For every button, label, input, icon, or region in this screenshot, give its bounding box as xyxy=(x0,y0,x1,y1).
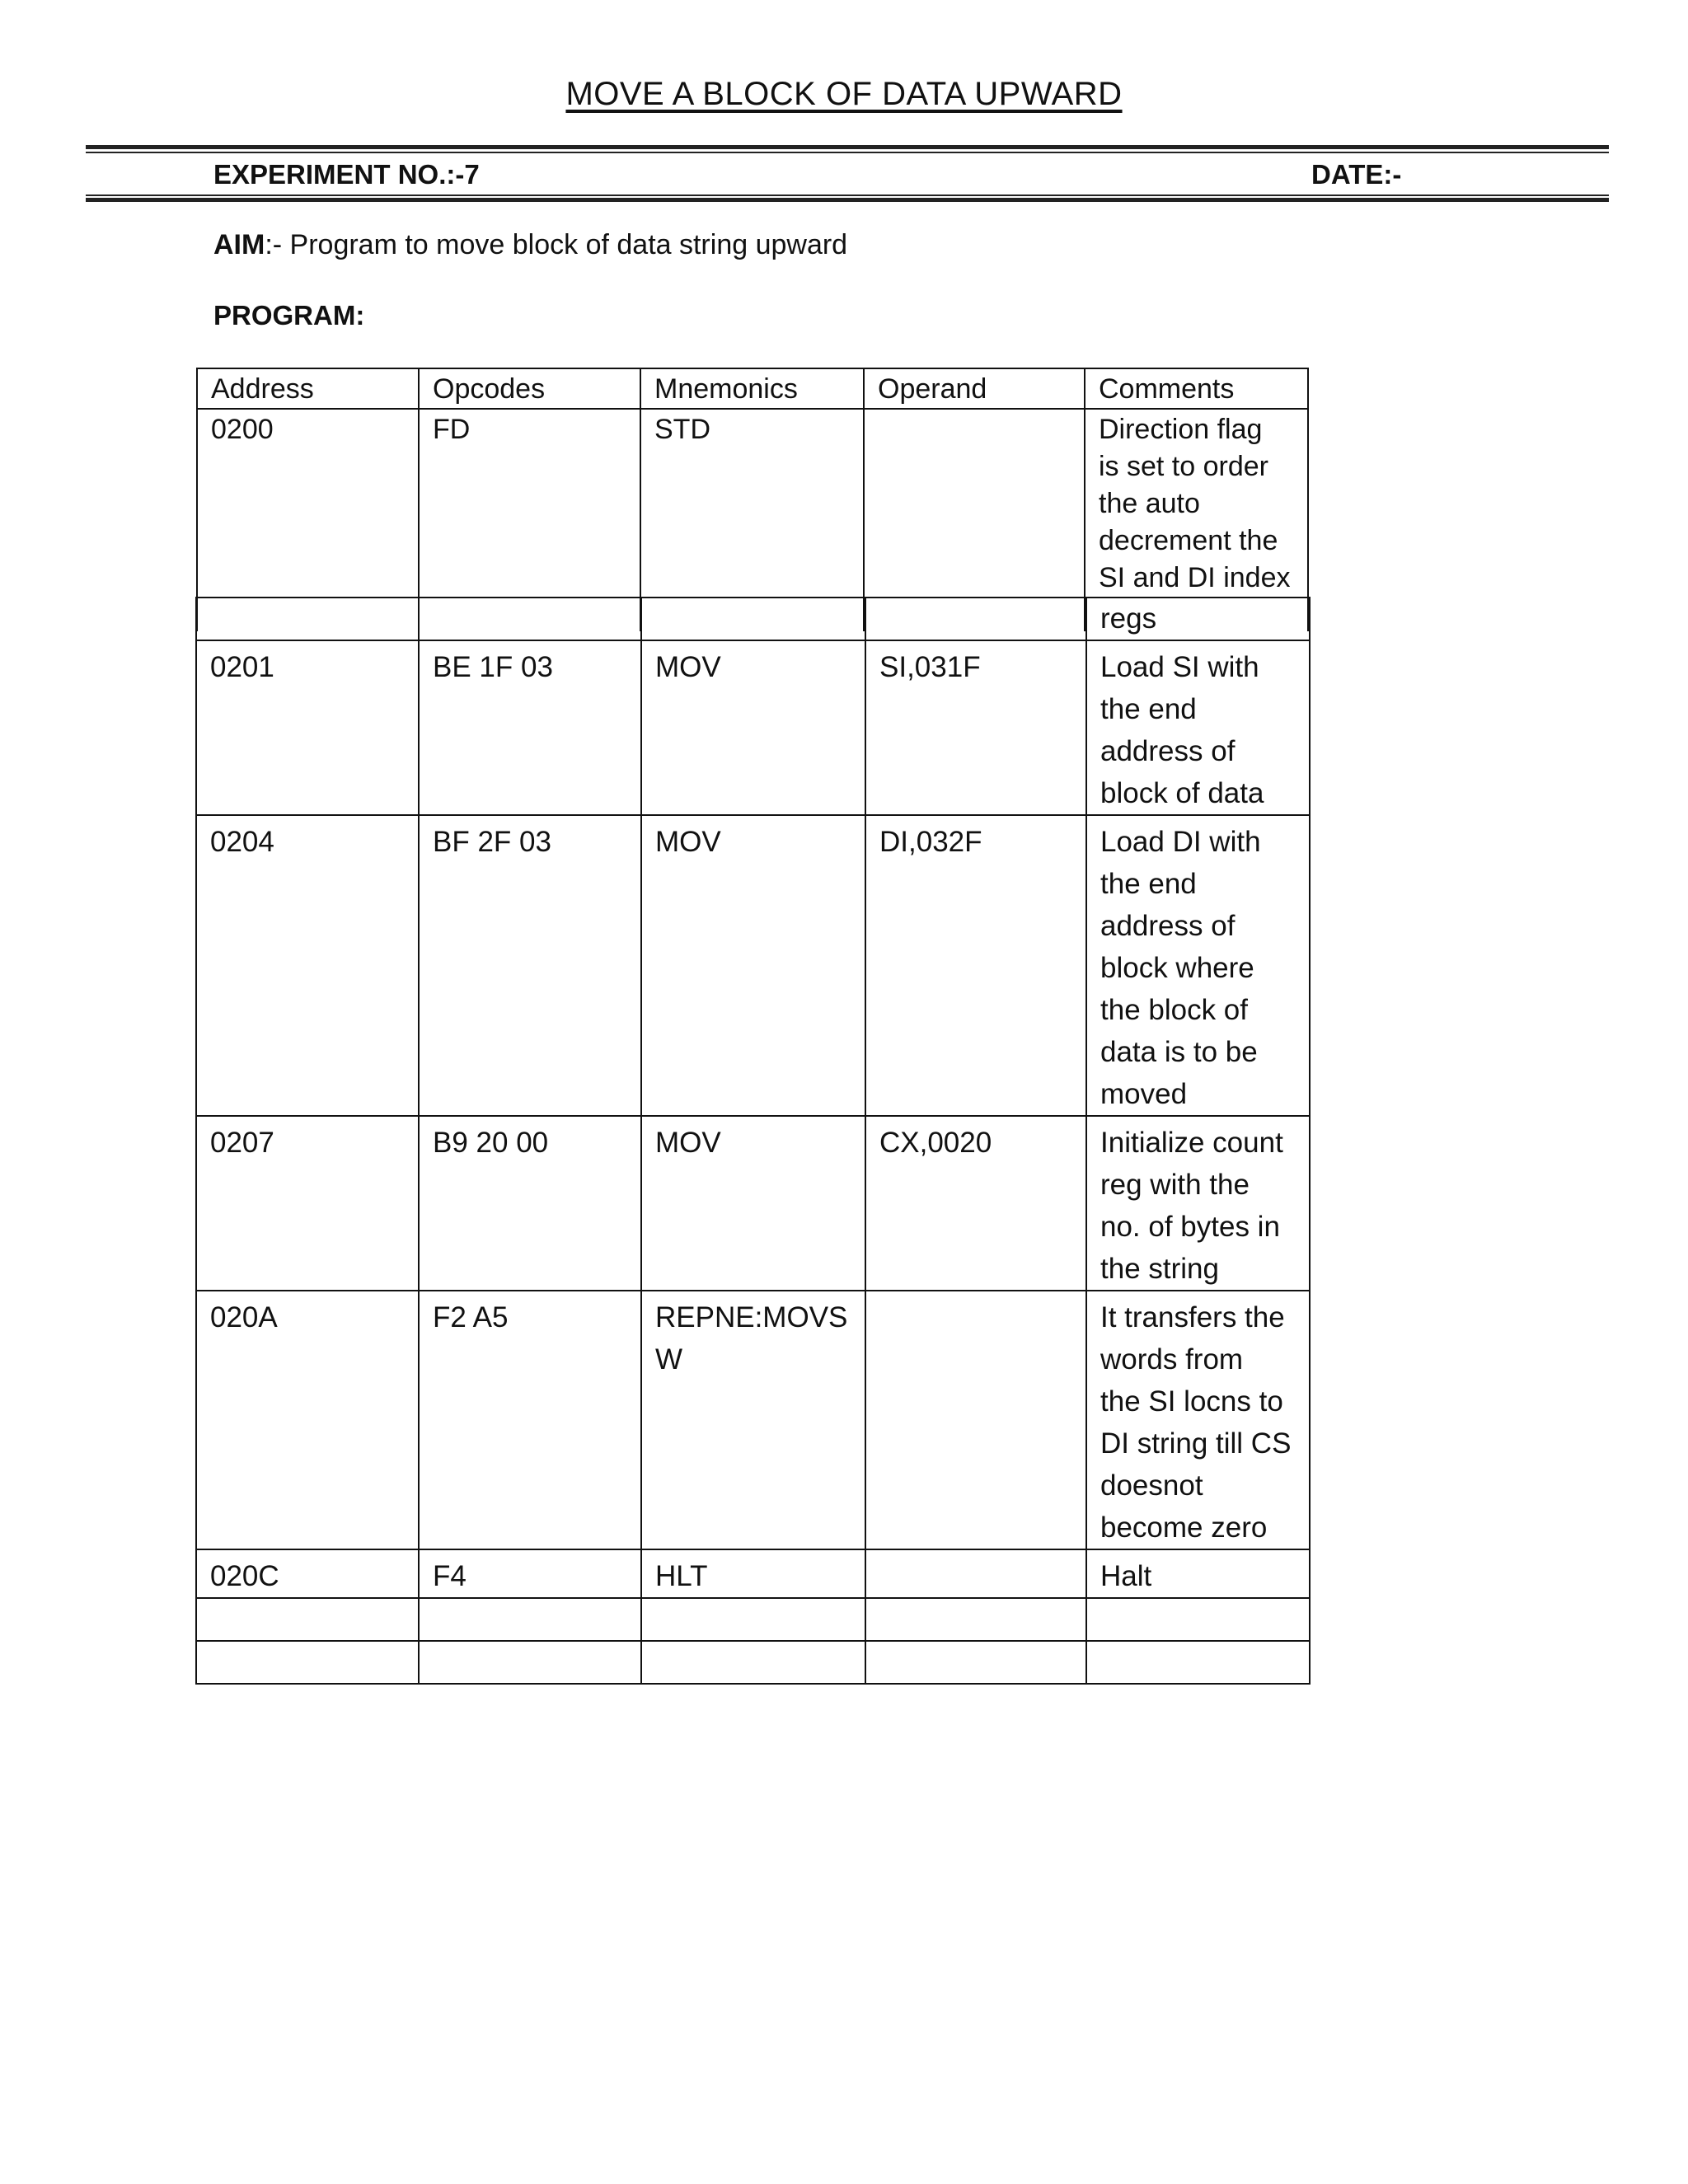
cell-operand xyxy=(865,1549,1086,1598)
program-table-bottom xyxy=(195,597,1311,1685)
cell-mnemonic: HLT xyxy=(641,1549,865,1598)
table-row xyxy=(196,640,1310,815)
table-row xyxy=(196,1598,1310,1641)
cell-comment: regs xyxy=(1086,598,1310,640)
header-address: Address xyxy=(197,368,419,409)
cell-comment: It transfers the words from the SI locns to DI string till CS doesnot become zero xyxy=(1086,1291,1310,1549)
cell-opcode: BF 2F 03 xyxy=(419,815,641,1116)
cell-operand: CX,0020 xyxy=(865,1116,1086,1291)
cell-operand: DI,032F xyxy=(865,815,1086,1116)
cell-comment: Load DI with the end address of block where the block of data is to be moved xyxy=(1086,815,1310,1116)
cell-mnemonic xyxy=(641,598,865,640)
program-table-top xyxy=(196,368,1309,631)
cell-address xyxy=(196,1641,419,1684)
cell-address: 0204 xyxy=(196,815,419,1116)
experiment-number: EXPERIMENT NO.:-7 xyxy=(213,159,480,190)
cell-opcode xyxy=(419,1641,641,1684)
cell-comment xyxy=(1086,1598,1310,1641)
cell-mnemonic xyxy=(641,1598,865,1641)
header-rule-bottom xyxy=(86,198,1609,202)
cell-address: 0200 xyxy=(197,409,419,631)
header-operand: Operand xyxy=(864,368,1085,409)
aim-line xyxy=(213,229,847,261)
cell-comment: Direction flag is set to order the auto decrement the SI and DI index xyxy=(1085,409,1308,631)
program-label: PROGRAM: xyxy=(213,300,365,330)
cell-opcode: FD xyxy=(419,409,640,631)
cell-opcode xyxy=(419,598,641,640)
cell-address: 0207 xyxy=(196,1116,419,1291)
table-header-row xyxy=(197,368,1308,409)
cell-opcode: F2 A5 xyxy=(419,1291,641,1549)
cell-comment xyxy=(1086,1641,1310,1684)
header-rule-top-thin xyxy=(86,152,1609,153)
table-row xyxy=(196,815,1310,1116)
cell-mnemonic: MOV xyxy=(641,815,865,1116)
table-row-continuation xyxy=(196,598,1310,640)
header-comments: Comments xyxy=(1085,368,1308,409)
cell-operand xyxy=(865,1641,1086,1684)
cell-opcode: F4 xyxy=(419,1549,641,1598)
page-title: MOVE A BLOCK OF DATA UPWARD xyxy=(565,76,1123,112)
cell-opcode: BE 1F 03 xyxy=(419,640,641,815)
cell-mnemonic: MOV xyxy=(641,640,865,815)
cell-comment: Initialize count reg with the no. of bytes in the string xyxy=(1086,1116,1310,1291)
table-row xyxy=(196,1291,1310,1549)
aim-text: :- Program to move block of data string upward xyxy=(265,229,848,260)
cell-opcode: B9 20 00 xyxy=(419,1116,641,1291)
cell-mnemonic: STD xyxy=(640,409,864,631)
header-rule-top xyxy=(86,145,1609,149)
cell-opcode xyxy=(419,1598,641,1641)
cell-comment: Load SI with the end address of block of data xyxy=(1086,640,1310,815)
cell-address: 020C xyxy=(196,1549,419,1598)
table-row xyxy=(196,1116,1310,1291)
cell-address: 020A xyxy=(196,1291,419,1549)
cell-mnemonic xyxy=(641,1641,865,1684)
header-opcodes: Opcodes xyxy=(419,368,640,409)
date-label: DATE:- xyxy=(1311,159,1402,190)
table-row xyxy=(196,1549,1310,1598)
cell-address xyxy=(196,1598,419,1641)
cell-address xyxy=(196,598,419,640)
cell-operand xyxy=(865,1598,1086,1641)
cell-operand xyxy=(865,1291,1086,1549)
header-rule-bottom-thin xyxy=(86,194,1609,196)
table-row xyxy=(196,1641,1310,1684)
cell-mnemonic: MOV xyxy=(641,1116,865,1291)
cell-operand xyxy=(865,598,1086,640)
cell-address: 0201 xyxy=(196,640,419,815)
cell-comment: Halt xyxy=(1086,1549,1310,1598)
cell-operand: SI,031F xyxy=(865,640,1086,815)
aim-label: AIM xyxy=(213,229,265,260)
cell-mnemonic: REPNE:MOVSW xyxy=(641,1291,865,1549)
header-mnemonics: Mnemonics xyxy=(640,368,864,409)
